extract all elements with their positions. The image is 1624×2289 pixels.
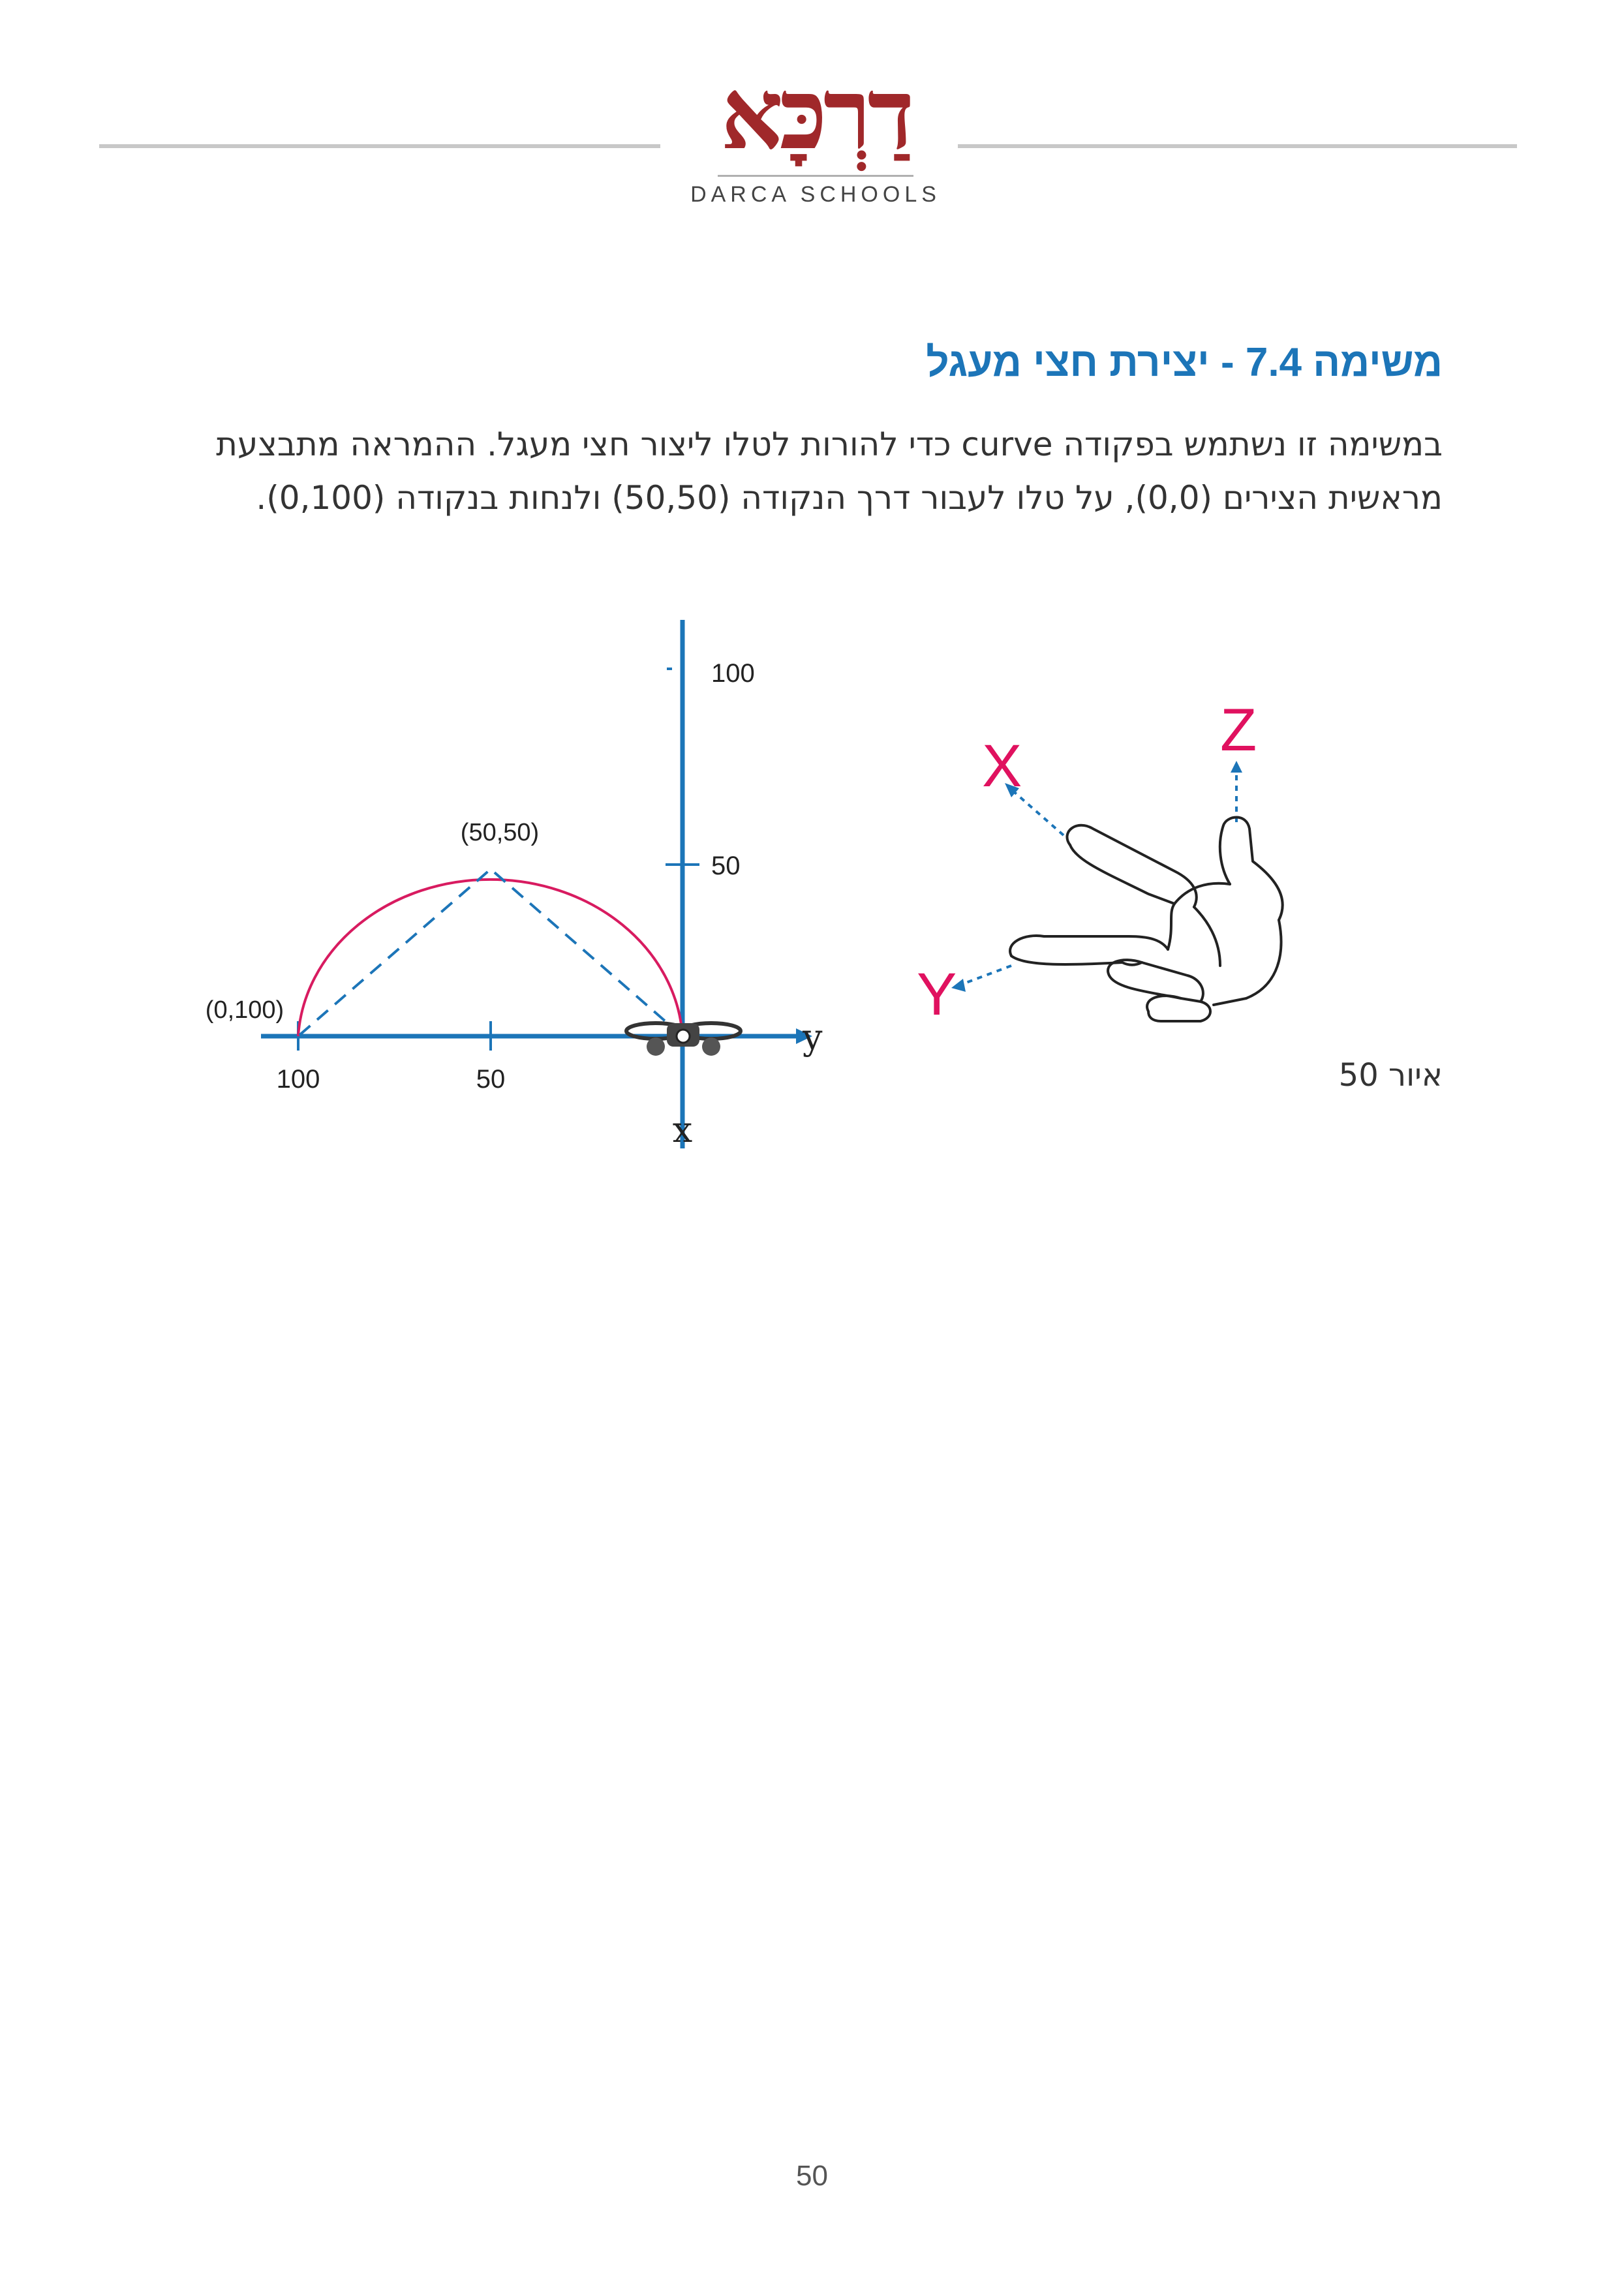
y-direction-arrow (959, 966, 1011, 985)
task-paragraph: במשימה זו נשתמש בפקודה curve כדי להורות לטלו ליצור חצי מעגל. ההמראה מתבצעת מראשית הצירים (0,0), על טלו לעבור דרך הנקודה (50,50) ולנחות בנקודה (0,100). (216, 425, 1443, 517)
header-rule-right (958, 144, 1517, 148)
hand-axes-figure (913, 705, 1331, 1070)
semicircle-diagram (196, 600, 848, 1175)
logo-subtitle: DARCA SCHOOLS (690, 182, 941, 207)
darca-logo (679, 57, 953, 222)
logo-mark: דַרְכָּא (720, 57, 911, 172)
x-label: X (982, 733, 1022, 799)
page-number: 50 (796, 2160, 828, 2192)
header-rule-left (99, 144, 660, 148)
horizontal-tick-label-100: 100 (276, 1065, 320, 1094)
semicircle-arc (298, 880, 682, 1036)
x-axis-label: x (672, 1109, 693, 1150)
hand-icon (1010, 818, 1283, 1022)
task-title: משימה 7.4 - יצירת חצי מעגל (926, 340, 1443, 385)
y-axis-label: y (803, 1017, 823, 1058)
dashed-path (298, 869, 682, 1036)
y-label: Y (917, 961, 957, 1028)
horizontal-tick-label-50: 50 (476, 1065, 506, 1094)
figure-caption: איור 50 (1338, 1057, 1443, 1094)
end-point-label: (0,100) (205, 996, 284, 1024)
vertical-tick-label-100: 100 (711, 659, 755, 688)
z-label: Z (1220, 705, 1257, 763)
peak-point-label: (50,50) (460, 819, 540, 846)
vertical-tick-label-50: 50 (711, 852, 741, 880)
logo-divider (718, 175, 913, 177)
